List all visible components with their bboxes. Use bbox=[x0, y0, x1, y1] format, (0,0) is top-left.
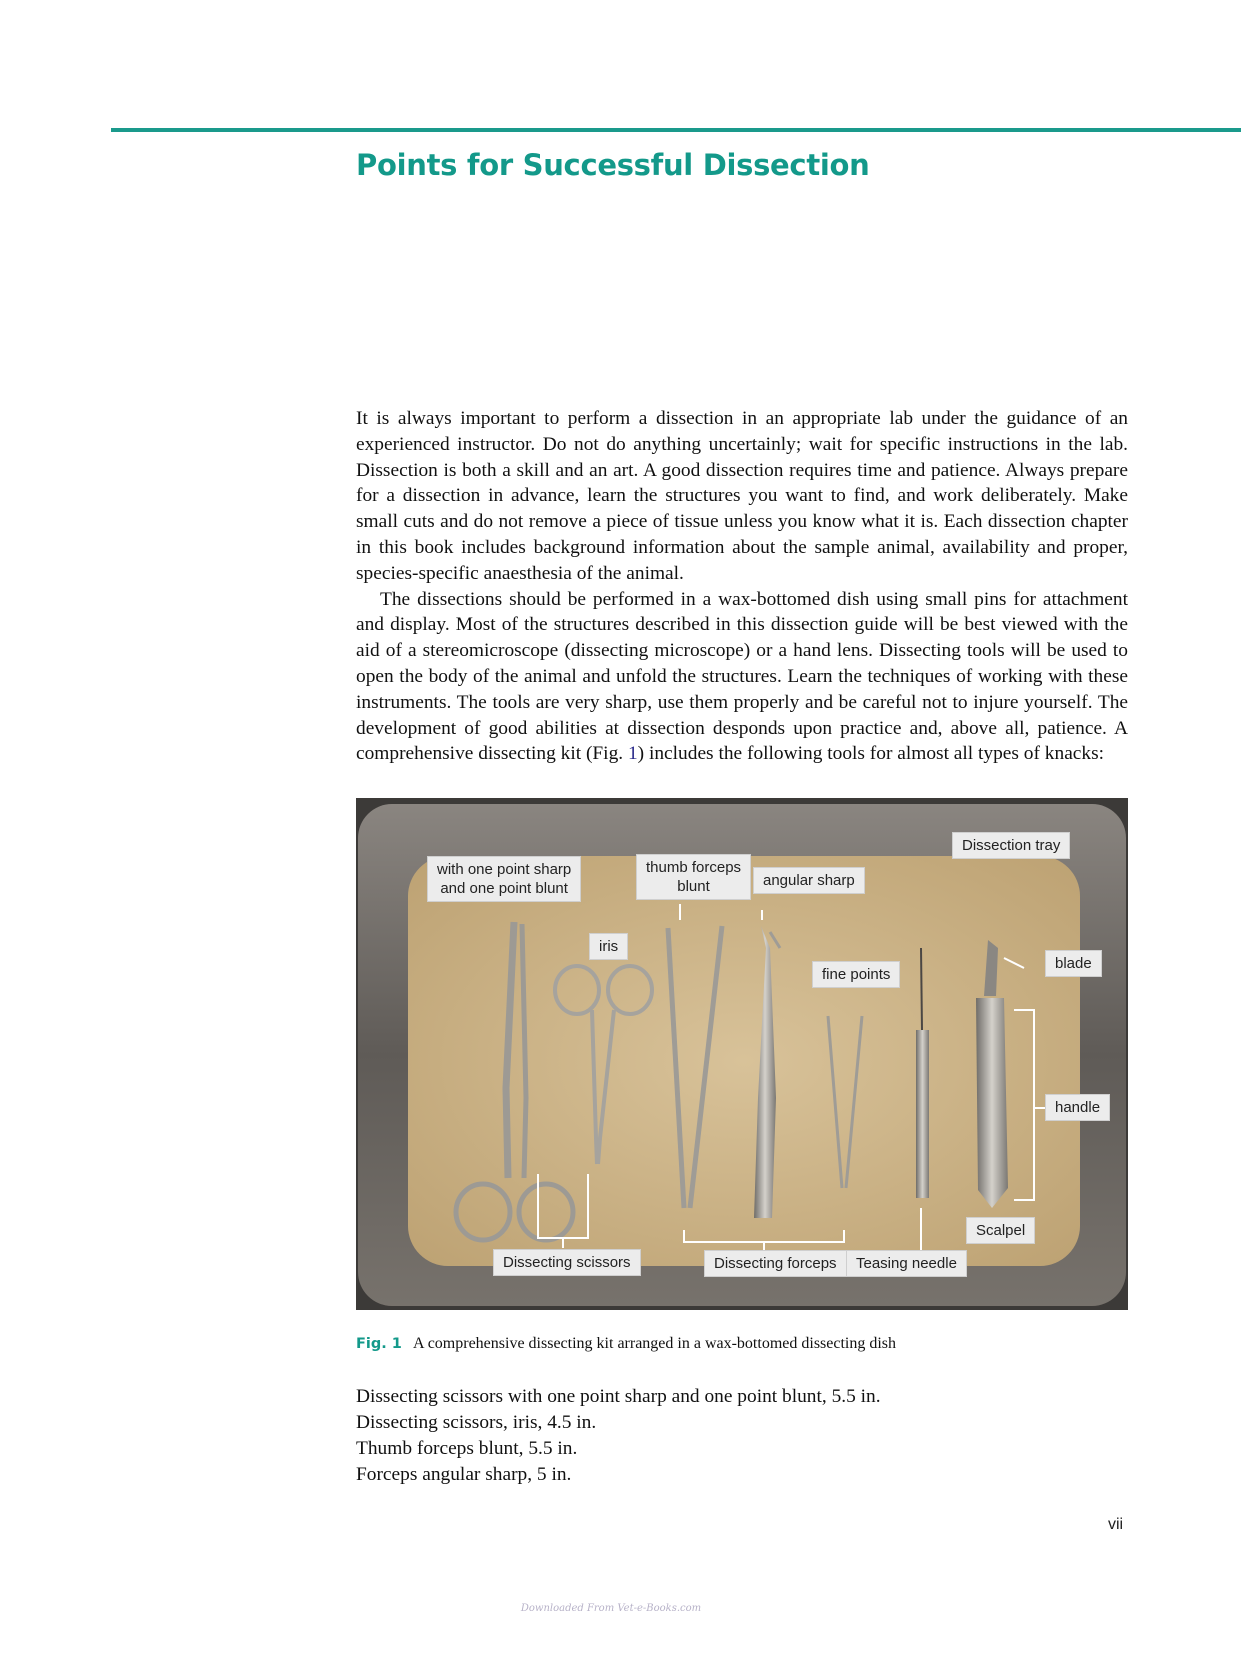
paragraph-2-text-a: The dissections should be performed in a wax-bottomed dish using small pins for attachment and display. Most of the structures described in this dissection guide will be best viewed with the aid of a stereomicroscope (dissecting microscope) or a hand lens. Dissecting tools will be used to open the body of the animal and unfold the structures. Learn the techniques of working with these instruments. The tools are very sharp, use them properly and be careful not to injure yourself. The development of good abilities at dissection desponds upon practice and, above all, patience. A comprehensive dissecting kit (Fig. bbox=[356, 588, 1128, 765]
label-dissecting-scissors: Dissecting scissors bbox=[493, 1249, 641, 1276]
page-title: Points for Successful Dissection bbox=[356, 148, 870, 182]
label-fine-points: fine points bbox=[812, 961, 900, 988]
label-thumb-forceps-blunt: thumb forceps blunt bbox=[636, 854, 751, 900]
paragraph-2 bbox=[356, 587, 1128, 768]
label-dissection-tray: Dissection tray bbox=[952, 832, 1070, 859]
label-blade: blade bbox=[1045, 950, 1102, 977]
label-dissecting-forceps: Dissecting forceps bbox=[704, 1250, 847, 1277]
tool-list bbox=[356, 1384, 881, 1488]
header-rule bbox=[111, 128, 1241, 132]
tool-list-item: Dissecting scissors, iris, 4.5 in. bbox=[356, 1412, 597, 1433]
label-teasing-needle: Teasing needle bbox=[846, 1250, 967, 1277]
label-scalpel: Scalpel bbox=[966, 1217, 1035, 1244]
figure-caption-text: A comprehensive dissecting kit arranged in a wax-bottomed dissecting dish bbox=[413, 1335, 897, 1352]
label-handle: handle bbox=[1045, 1094, 1110, 1121]
tool-list-item: Dissecting scissors with one point sharp and one point blunt, 5.5 in. bbox=[356, 1386, 881, 1407]
figure-caption bbox=[356, 1335, 896, 1353]
paragraph-1: It is always important to perform a dissection in an appropriate lab under the guidance of an experienced instructor. Do not do anything uncertainly; wait for specific instructions in the lab. Dissection is both a skill and an art. A good dissection requires time and patience. Always prepare for a dissection in advance, learn the structures you want to find, and work deliberately. Make small cuts and do not remove a piece of tissue unless you know what it is. Each dissection chapter in this book includes background information about the sample animal, availability and proper, species-specific anaesthesia of the animal. bbox=[356, 408, 1128, 584]
paragraph-2-text-b: ) includes the following tools for almost all types of knacks: bbox=[637, 743, 1105, 765]
label-angular-sharp: angular sharp bbox=[753, 867, 865, 894]
tool-list-item: Forceps angular sharp, 5 in. bbox=[356, 1464, 572, 1485]
body-text bbox=[356, 406, 1128, 767]
figure-reference-link[interactable]: 1 bbox=[627, 743, 638, 765]
page-number: vii bbox=[1108, 1516, 1124, 1533]
label-one-point-sharp-blunt: with one point sharp and one point blunt bbox=[427, 856, 581, 902]
tool-list-item: Thumb forceps blunt, 5.5 in. bbox=[356, 1438, 578, 1459]
download-watermark: Downloaded From Vet-e-Books.com bbox=[520, 1603, 702, 1614]
label-iris: iris bbox=[589, 933, 628, 960]
figure-dissecting-kit-photo bbox=[356, 798, 1128, 1310]
figure-caption-label: Fig. 1 bbox=[356, 1336, 402, 1352]
